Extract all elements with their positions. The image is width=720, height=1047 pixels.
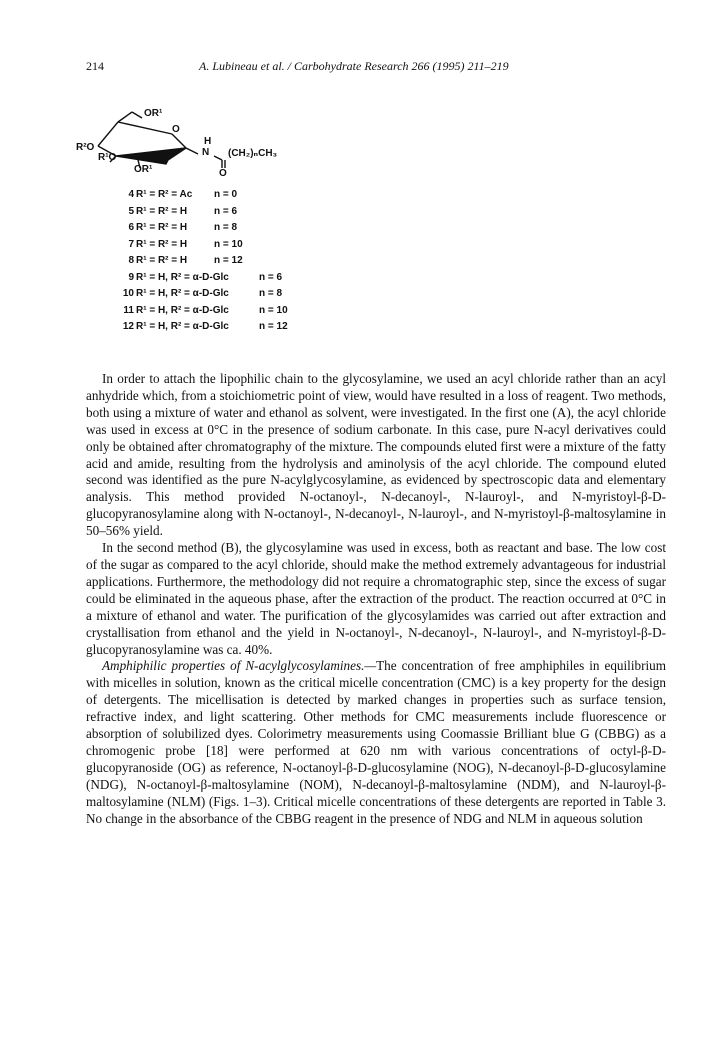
section-run-in-heading: Amphiphilic properties of N-acylglycosylamines.— xyxy=(102,658,377,674)
compound-list xyxy=(114,189,314,338)
pyranose-ring-drawing xyxy=(74,104,314,186)
compound-substituents: R¹ = H, R² = α-D-Glc xyxy=(136,321,229,332)
r2o-label: R²O xyxy=(76,142,95,153)
nh-h-label: H xyxy=(204,136,212,147)
compound-chain-length: n = 0 xyxy=(214,189,238,200)
page-number: 214 xyxy=(86,59,104,73)
nitrogen-label: N xyxy=(202,147,210,158)
compound-row xyxy=(114,272,314,289)
compound-substituents: R¹ = R² = H xyxy=(136,255,188,266)
compound-row xyxy=(114,206,314,223)
compound-number: 6 xyxy=(128,222,134,233)
compound-number: 12 xyxy=(122,321,134,332)
compound-chain-length: n = 8 xyxy=(214,222,238,233)
paragraph-1: In order to attach the lipophilic chain to the glycosylamine, we used an acyl chloride rather than an acyl anhydride which, from a stoichiometric point of view, would have resulted in a loss of reagent. Two methods, both using a mixture of water and ethanol as solvent, were investigated. In the first one (A), the acyl chloride was used in excess at 0°C in the presence of sodium carbonate. In this case, pure N-acyl derivatives could only be obtained after chromatography of the mixture. The compounds eluted first were a mixture of the fatty acid and amide, resulting from the hydrolysis and aminolysis of the acyl chloride. The compound eluted second was identified as the pure N-acylglycosylamine, as evidenced by spectroscopic data and elementary analysis. This method provided N-octanoyl-, N-decanoyl-, N-lauroyl-, and N-myristoyl-β-D-glucopyranosylamine along with N-octanoyl-, N-decanoyl-, N-lauroyl-, and N-myristoyl-β-maltosylamine in 50–56% yield. xyxy=(86,371,666,539)
compound-chain-length: n = 10 xyxy=(214,238,243,250)
compound-row xyxy=(114,305,314,322)
compound-chain-length: n = 12 xyxy=(214,255,243,266)
compound-chain-length: n = 10 xyxy=(259,304,288,316)
running-title: A. Lubineau et al. / Carbohydrate Research 266 (1995) 211–219 xyxy=(199,59,509,73)
compound-number: 4 xyxy=(128,189,134,200)
compound-number: 11 xyxy=(123,304,134,316)
compound-row xyxy=(114,255,314,272)
r1o-label: R¹O xyxy=(98,152,117,163)
compound-number: 10 xyxy=(122,288,134,299)
compound-chain-length: n = 6 xyxy=(214,205,238,217)
page-header xyxy=(86,59,666,75)
compound-number: 7 xyxy=(128,238,134,250)
carbonyl-oxygen-label: O xyxy=(219,168,227,179)
compound-row xyxy=(114,189,314,206)
compound-row xyxy=(114,222,314,239)
compound-substituents: R¹ = H, R² = α-D-Glc xyxy=(136,271,229,283)
compound-substituents: R¹ = R² = H xyxy=(136,222,188,233)
compound-substituents: R¹ = H, R² = α-D-Glc xyxy=(136,304,229,316)
chemical-structure xyxy=(74,104,314,186)
paragraph-2: In the second method (B), the glycosylamine was used in excess, both as reactant and base. The low cost of the sugar as compared to the acyl chloride, should make the method extremely advantageous for industrial applications. Furthermore, the methodology did not require a chromatographic step, since the excess of sugar could be eliminated in the aqueous phase, after the extraction of the product. The reaction occurred at 0°C in a mixture of ethanol and water. The purification of the glycosylamides was carried out after extraction and crystallisation from ethanol and the yield in N-octanoyl-, N-decanoyl-, N-lauroyl-, and N-myristoyl-β-D-glucopyranosylamine was ca. 40%. xyxy=(86,540,666,657)
alkyl-chain-label: (CH₂)ₙCH₃ xyxy=(228,148,278,159)
paragraph-3 xyxy=(86,658,666,827)
body-text xyxy=(86,371,666,827)
or1-top-label: OR¹ xyxy=(144,108,163,119)
or1-bottom-label: OR¹ xyxy=(134,164,153,175)
compound-number: 9 xyxy=(128,271,134,283)
compound-substituents: R¹ = R² = H xyxy=(136,205,188,217)
compound-chain-length: n = 12 xyxy=(259,321,288,332)
compound-number: 8 xyxy=(128,255,134,266)
compound-substituents: R¹ = R² = Ac xyxy=(136,189,193,200)
compound-row xyxy=(114,239,314,256)
paragraph-3-text: The concentration of free amphiphiles in equilibrium with micelles in solution, known as the critical micelle concentration (CMC) is a key property for the design of detergents. The micellisation is detected by marked changes in properties such as surface tension, refractive index, and light scattering. Other methods for CMC measurements include fluorescence or absorption of solubilized dyes. Colorimetry measurements using Coomassie Brilliant blue G (CBBG) as a chromogenic probe [18] were performed at 620 nm with various concentrations of octyl-β-D-glucopyranoside (OG) as reference, N-octanoyl-β-D-glucosylamine (NOG), N-decanoyl-β-D-glucosylamine (NDG), N-octanoyl-β-maltosylamine (NOM), N-decanoyl-β-maltosylamine (NDM), and N-lauroyl-β-maltosylamine (NLM) (Figs. 1–3). Critical micelle concentrations of these detergents are reported in Table 3. No change in the absorbance of the CBBG reagent in the presence of NDG and NLM in aqueous solution xyxy=(86,658,666,826)
compound-number: 5 xyxy=(128,205,134,217)
compound-row xyxy=(114,321,314,338)
compound-row xyxy=(114,288,314,305)
compound-substituents: R¹ = R² = H xyxy=(136,238,188,250)
compound-chain-length: n = 6 xyxy=(259,271,283,283)
compound-substituents: R¹ = H, R² = α-D-Glc xyxy=(136,288,229,299)
compound-chain-length: n = 8 xyxy=(259,288,283,299)
ring-oxygen-label: O xyxy=(172,124,180,135)
